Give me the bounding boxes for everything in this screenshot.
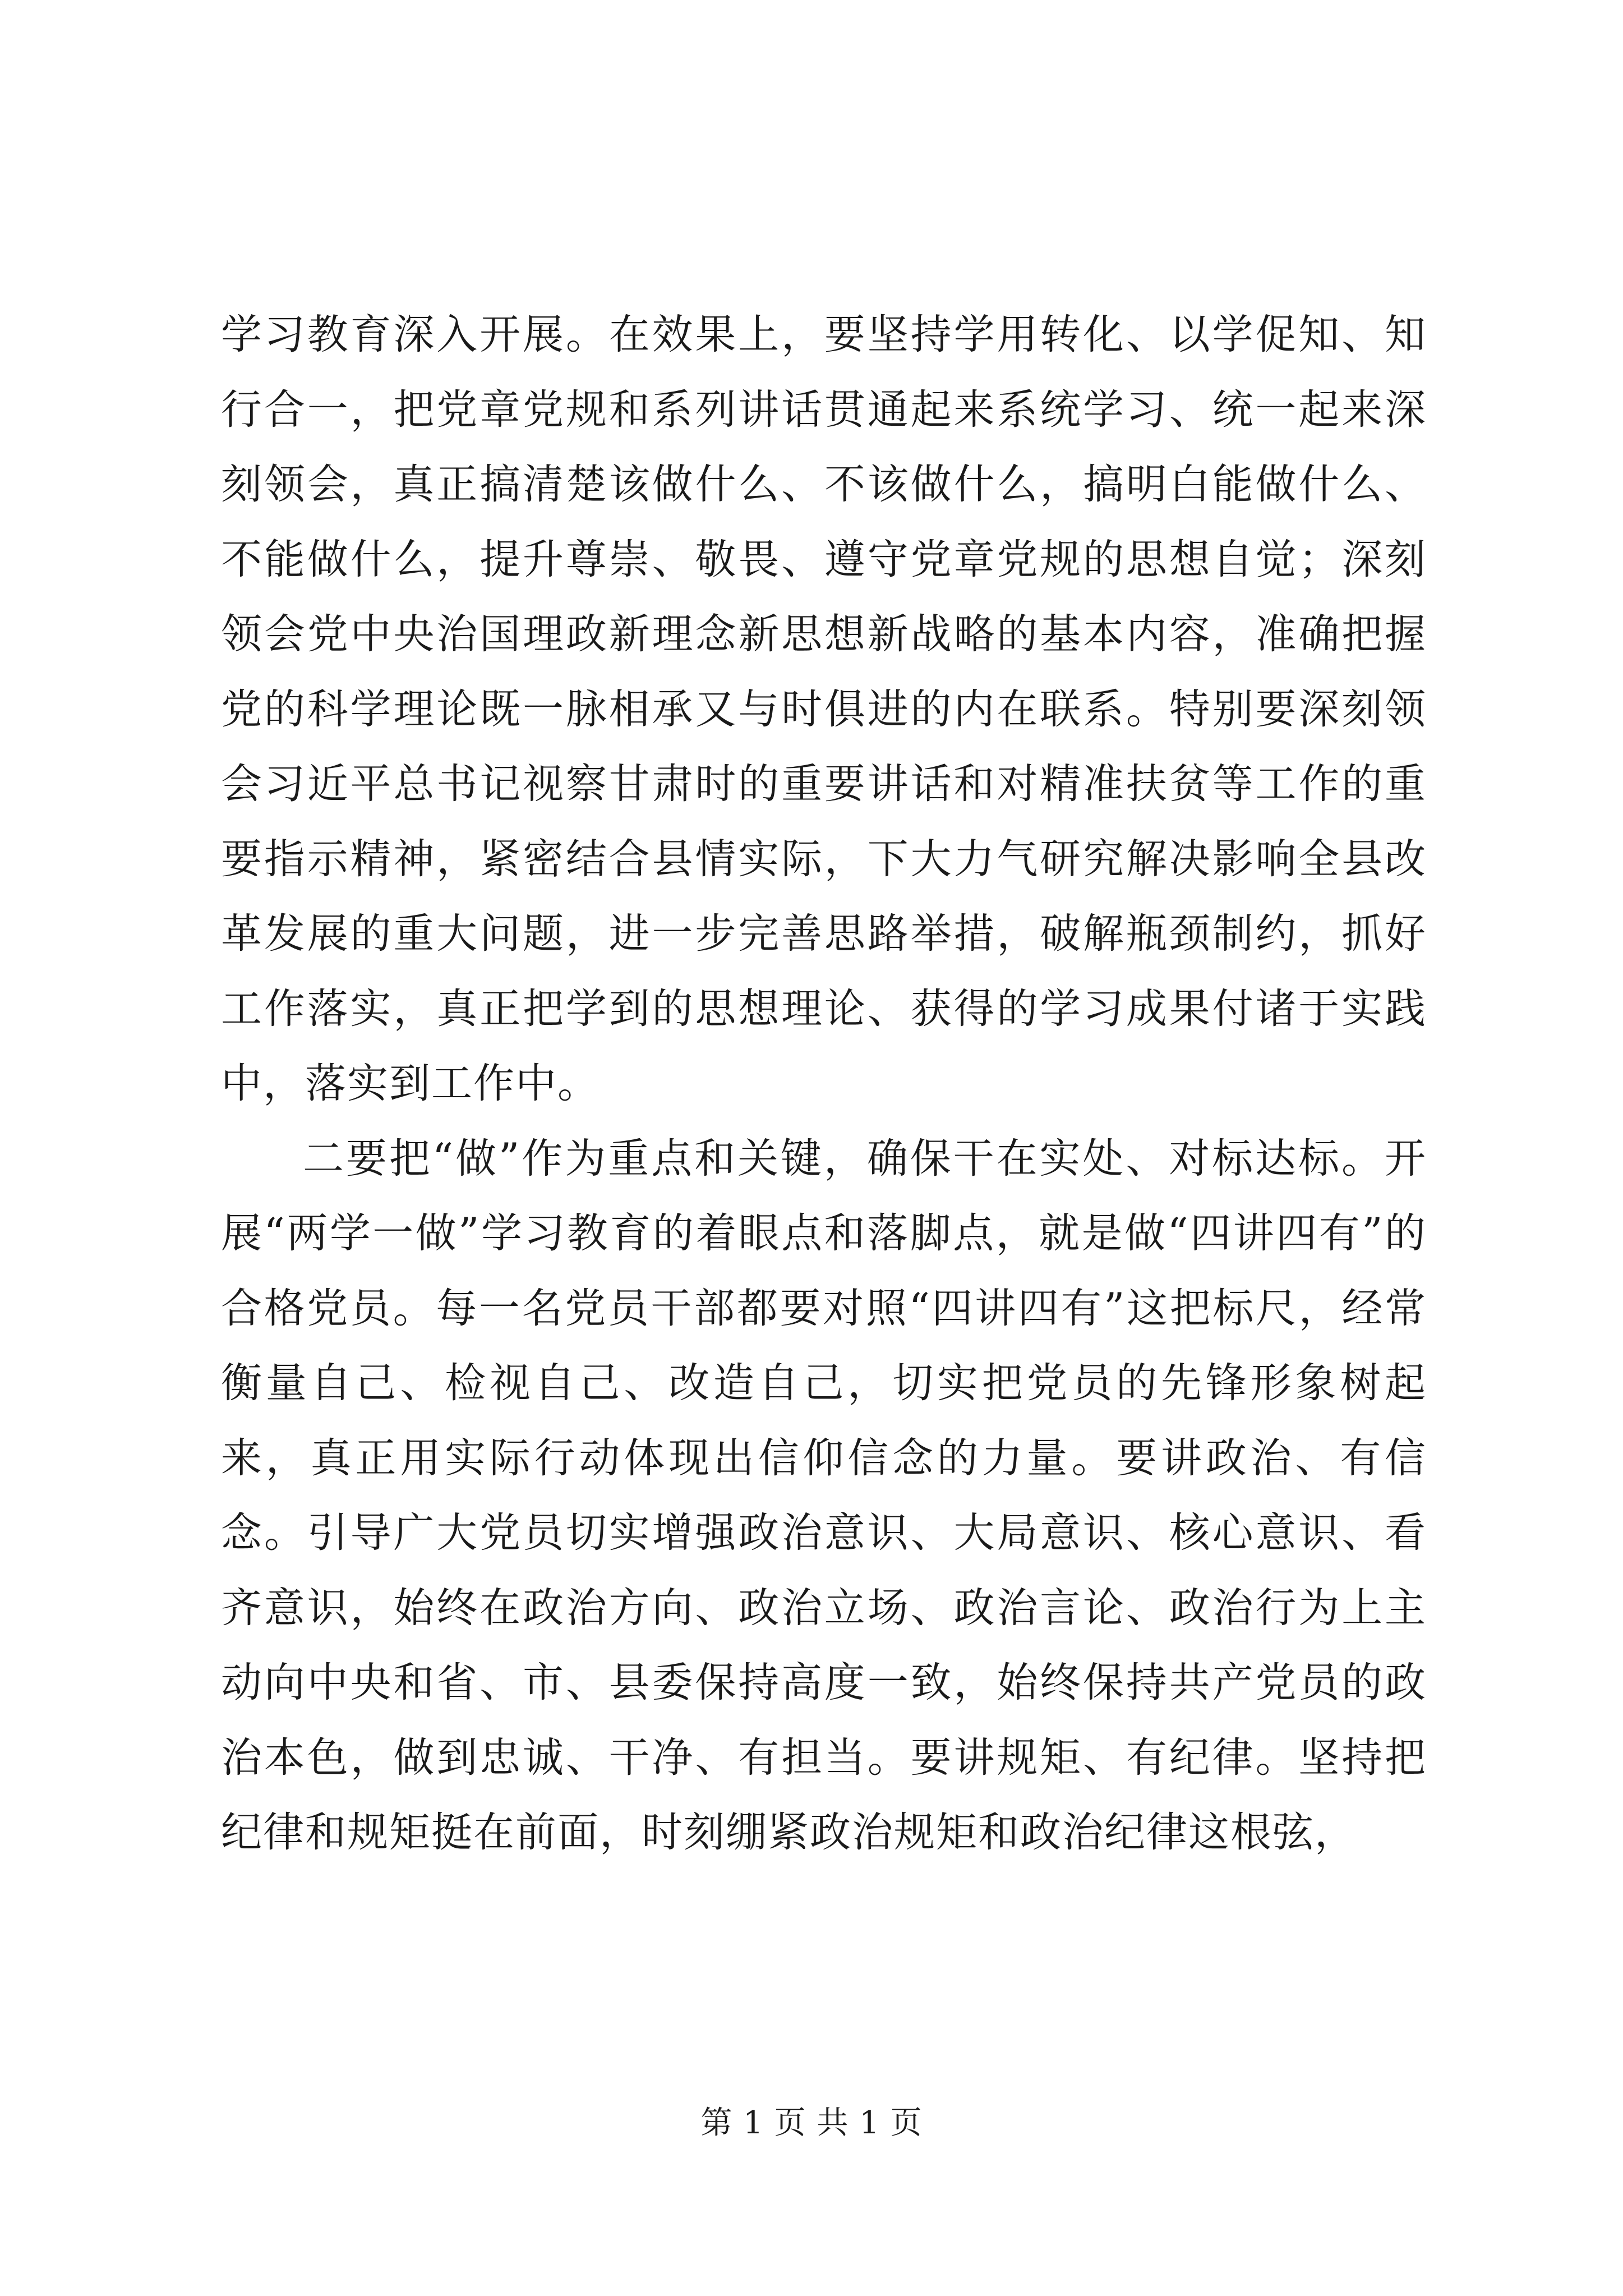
document-body [221,297,1427,1870]
paragraph-2: 二要把“做”作为重点和关键，确保干在实处、对标达标。开展“两学一做”学习教育的着眼点和落脚点，就是做“四讲四有”的合格党员。每一名党员干部都要对照“四讲四有”这把标尺，经常衡量自己、检视自己、改造自己，切实把党员的先锋形象树起来，真正用实际行动体现出信仰信念的力量。要讲政治、有信念。引导广大党员切实增强政治意识、大局意识、核心意识、看齐意识，始终在政治方向、政治立场、政治言论、政治行为上主动向中央和省、市、县委保持高度一致，始终保持共产党员的政治本色，做到忠诚、干净、有担当。要讲规矩、有纪律。坚持把纪律和规矩挺在前面，时刻绷紧政治规矩和政治纪律这根弦， [221,1134,1427,1856]
page-footer: 第 1 页 共 1 页 [700,2105,923,2141]
paragraph-1: 学习教育深入开展。在效果上，要坚持学用转化、以学促知、知行合一，把党章党规和系列讲话贯通起来系统学习、统一起来深刻领会，真正搞清楚该做什么、不该做什么，搞明白能做什么、不能做什么，提升尊崇、敬畏、遵守党章党规的思想自觉；深刻领会党中央治国理政新理念新思想新战略的基本内容，准确把握党的科学理论既一脉相承又与时俱进的内在联系。特别要深刻领会习近平总书记视察甘肃时的重要讲话和对精准扶贫等工作的重要指示精神，紧密结合县情实际，下大力气研究解决影响全县改革发展的重大问题，进一步完善思路举措，破解瓶颈制约，抓好工作落实，真正把学到的思想理论、获得的学习成果付诸于实践中，落实到工作中。 [221,311,1427,1107]
